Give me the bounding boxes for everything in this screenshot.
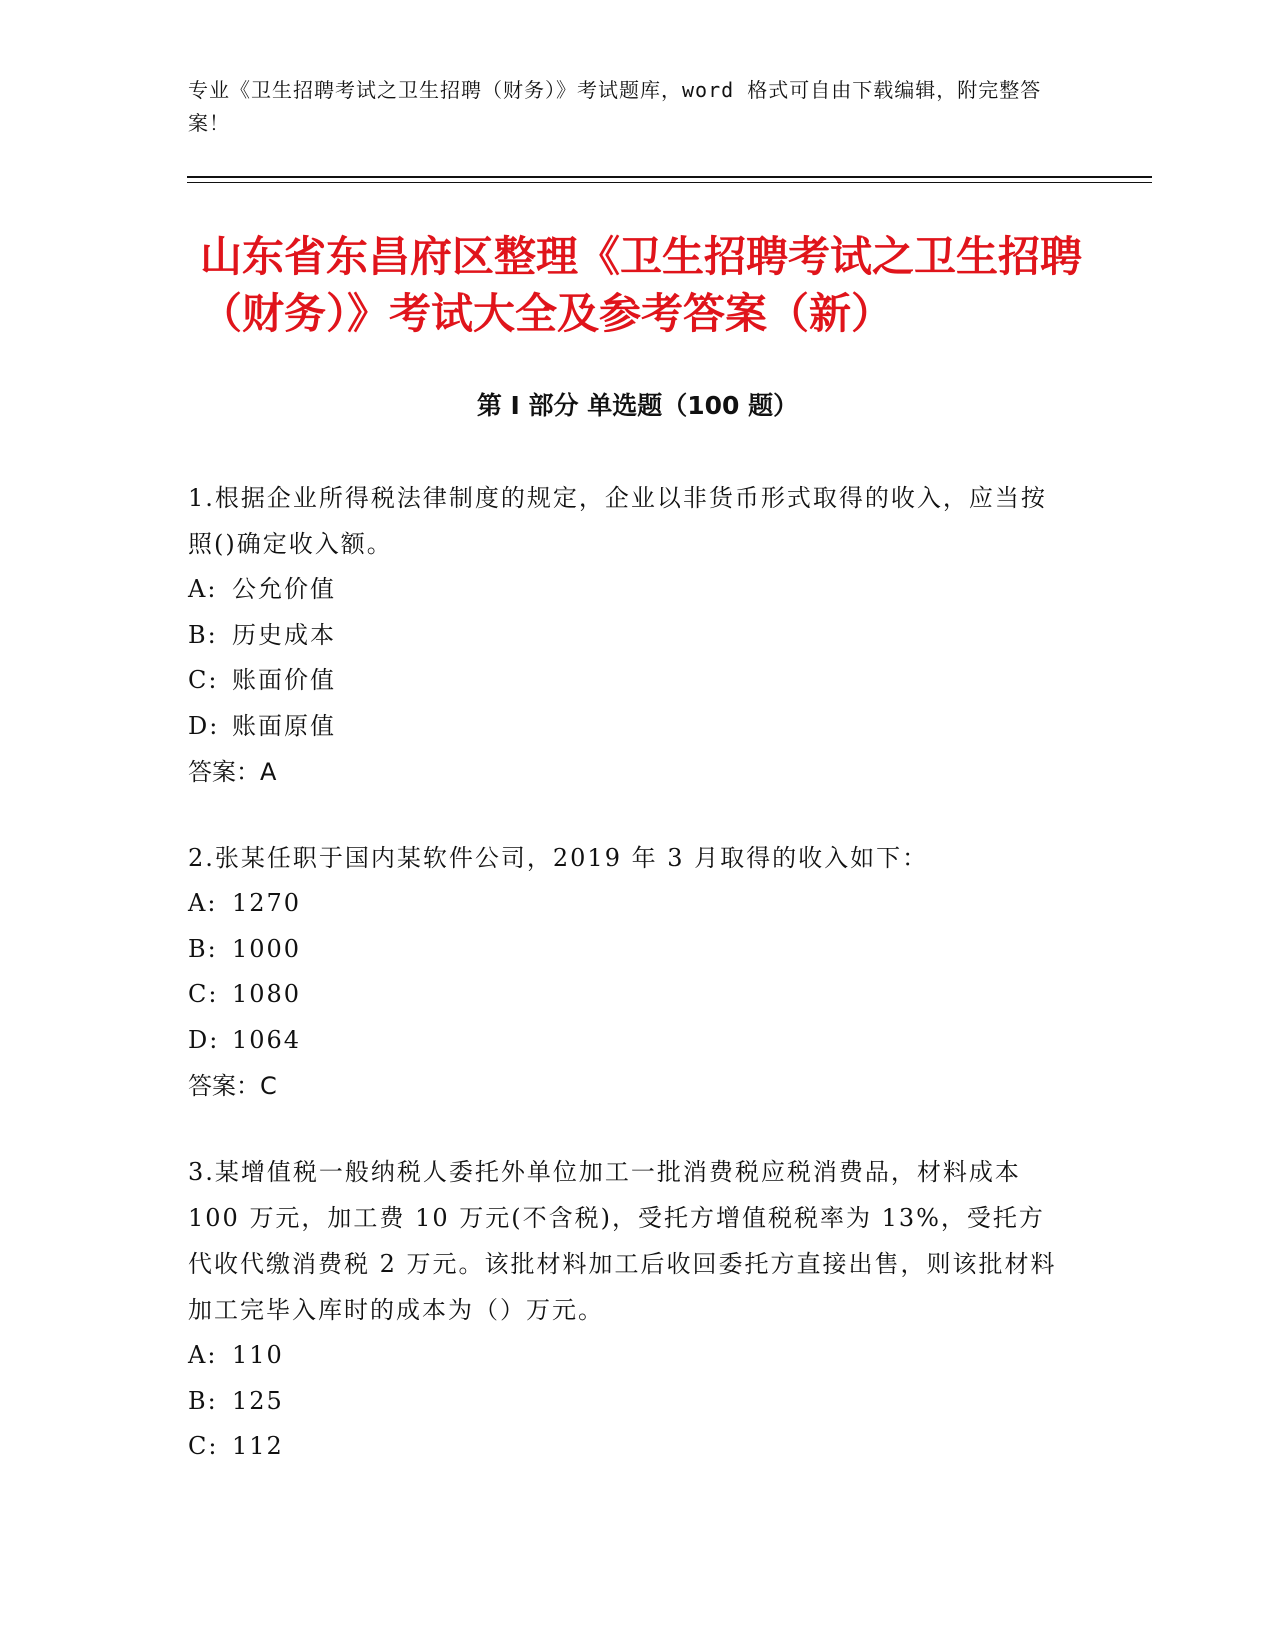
question-stem: 1.根据企业所得税法律制度的规定，企业以非货币形式取得的收入，应当按照()确定收入额。 [188, 484, 1047, 558]
question-1 [188, 475, 1068, 795]
option-a [188, 1333, 1068, 1379]
option-text: 125 [232, 1386, 284, 1415]
option-text: 112 [232, 1432, 284, 1460]
header-divider-thick [187, 176, 1152, 178]
option-key: A: [188, 575, 218, 603]
option-key: D: [188, 711, 220, 740]
option-b [188, 927, 1068, 973]
option-text: 1270 [232, 889, 302, 917]
option-text: 账面价值 [232, 666, 336, 694]
document-title: 山东省东昌府区整理《卫生招聘考试之卫生招聘（财务）》考试大全及参考答案（新） [200, 232, 1083, 338]
option-c [188, 972, 1068, 1018]
question-2 [188, 835, 1068, 1109]
option-b [188, 1379, 1068, 1425]
question-list [188, 475, 1068, 1510]
option-key: A: [188, 889, 218, 917]
option-text: 1080 [232, 980, 302, 1008]
option-d [188, 1018, 1068, 1064]
question-3 [188, 1149, 1068, 1470]
option-key: C: [188, 980, 219, 1008]
option-key: B: [188, 1386, 218, 1415]
question-stem: 3.某增值税一般纳税人委托外单位加工一批消费税应税消费品，材料成本 100 万元，加工费 10 万元(不含税)，受托方增值税税率为 13%，受托方代收代缴消费税 2 万元。该批材料加工后收回委托方直接出售，则该批材料加工完毕入库时的成本为（）万元。 [188, 1158, 1057, 1324]
option-key: C: [188, 1432, 219, 1460]
option-key: B: [188, 620, 218, 649]
option-text: 110 [232, 1341, 284, 1369]
option-a [188, 881, 1068, 927]
option-key: B: [188, 934, 218, 963]
header-note: 专业《卫生招聘考试之卫生招聘（财务）》考试题库，word 格式可自由下载编辑，附完整答案！ [188, 78, 1042, 135]
option-text: 账面原值 [232, 711, 336, 740]
option-text: 1064 [232, 1025, 302, 1054]
option-key: A: [188, 1341, 218, 1369]
option-c [188, 1424, 1068, 1470]
option-c [188, 658, 1068, 704]
option-text: 历史成本 [232, 620, 336, 649]
header-divider-thin [187, 182, 1152, 183]
option-key: C: [188, 666, 219, 694]
option-key: D: [188, 1025, 220, 1054]
answer-line: 答案：C [188, 1072, 277, 1100]
option-b [188, 613, 1068, 659]
option-text: 1000 [232, 934, 302, 963]
option-d [188, 704, 1068, 750]
option-a [188, 567, 1068, 613]
question-stem: 2.张某任职于国内某软件公司，2019 年 3 月取得的收入如下： [188, 844, 929, 872]
section-heading: 第 I 部分 单选题（100 题） [476, 391, 799, 420]
answer-line: 答案：A [188, 758, 277, 786]
option-text: 公允价值 [232, 575, 336, 603]
